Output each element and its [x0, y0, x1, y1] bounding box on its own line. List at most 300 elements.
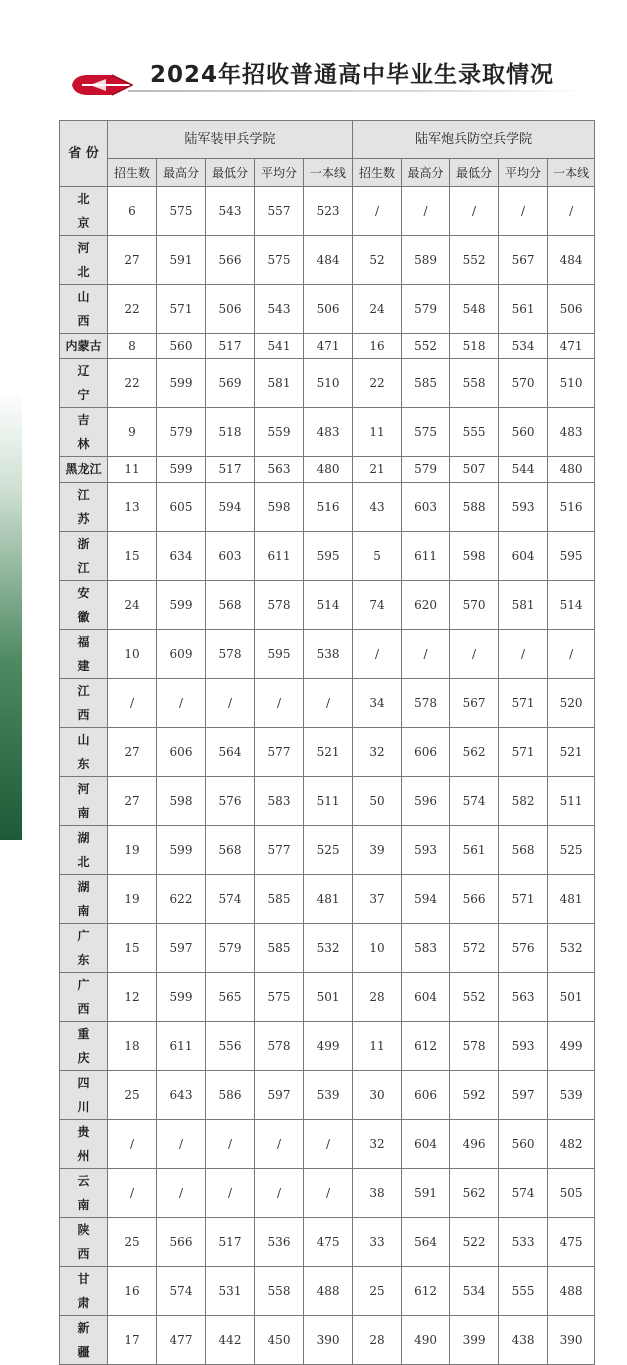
province-cell: 山西 [60, 285, 108, 334]
value-cell: 543 [255, 285, 304, 334]
value-cell: 534 [450, 1266, 499, 1315]
value-cell: 591 [402, 1168, 450, 1217]
value-cell: 525 [548, 825, 595, 874]
province-cell: 云南 [60, 1168, 108, 1217]
value-cell: 483 [304, 408, 353, 457]
table-row [60, 629, 595, 678]
value-cell: 606 [157, 727, 206, 776]
value-cell: 582 [499, 776, 548, 825]
value-cell: 27 [108, 776, 157, 825]
value-cell: 576 [206, 776, 255, 825]
value-cell: 585 [255, 923, 304, 972]
value-cell: 37 [353, 874, 402, 923]
value-cell: 501 [548, 972, 595, 1021]
value-cell: 599 [157, 972, 206, 1021]
value-cell: 561 [450, 825, 499, 874]
value-cell: 21 [353, 457, 402, 482]
value-cell: 25 [353, 1266, 402, 1315]
value-cell: 17 [108, 1315, 157, 1364]
value-cell: 575 [255, 972, 304, 1021]
value-cell: 622 [157, 874, 206, 923]
value-cell: 5 [353, 531, 402, 580]
value-cell: 510 [548, 359, 595, 408]
value-cell: / [499, 629, 548, 678]
table-row [60, 187, 595, 236]
value-cell: 585 [402, 359, 450, 408]
value-cell: 18 [108, 1021, 157, 1070]
value-cell: 22 [108, 285, 157, 334]
value-cell: 574 [157, 1266, 206, 1315]
value-cell: 581 [499, 580, 548, 629]
value-cell: 16 [353, 334, 402, 359]
value-cell: 578 [450, 1021, 499, 1070]
province-cell: 内蒙古 [60, 334, 108, 359]
table-body [60, 187, 595, 1365]
table-row [60, 285, 595, 334]
logo-arrow-icon [72, 72, 134, 102]
province-cell: 江苏 [60, 482, 108, 531]
school-header-artillery: 陆军炮兵防空兵学院 [353, 121, 595, 159]
value-cell: 523 [304, 187, 353, 236]
value-cell: 595 [255, 629, 304, 678]
province-cell: 山东 [60, 727, 108, 776]
value-cell: 604 [499, 531, 548, 580]
value-cell: 15 [108, 531, 157, 580]
value-cell: 399 [450, 1315, 499, 1364]
value-cell: 484 [304, 236, 353, 285]
value-cell: 586 [206, 1070, 255, 1119]
value-cell: 575 [157, 187, 206, 236]
value-cell: 559 [255, 408, 304, 457]
value-cell: 390 [304, 1315, 353, 1364]
value-cell: 611 [255, 531, 304, 580]
value-cell: / [157, 1119, 206, 1168]
value-cell: 511 [548, 776, 595, 825]
province-cell: 广东 [60, 923, 108, 972]
value-cell: 604 [402, 1119, 450, 1168]
value-cell: 514 [304, 580, 353, 629]
value-cell: 565 [206, 972, 255, 1021]
value-cell: / [206, 1119, 255, 1168]
table-row [60, 1021, 595, 1070]
value-cell: 477 [157, 1315, 206, 1364]
value-cell: / [255, 1119, 304, 1168]
value-cell: 571 [157, 285, 206, 334]
value-cell: 38 [353, 1168, 402, 1217]
value-cell: 571 [499, 678, 548, 727]
value-cell: 594 [206, 482, 255, 531]
table-row [60, 334, 595, 359]
value-cell: 30 [353, 1070, 402, 1119]
value-cell: 475 [304, 1217, 353, 1266]
value-cell: 588 [450, 482, 499, 531]
value-cell: 536 [255, 1217, 304, 1266]
province-cell: 吉林 [60, 408, 108, 457]
value-cell: 583 [402, 923, 450, 972]
value-cell: 643 [157, 1070, 206, 1119]
value-cell: 571 [499, 727, 548, 776]
page-title: 2024年招收普通高中毕业生录取情况 [150, 62, 555, 88]
value-cell: 532 [304, 923, 353, 972]
value-cell: 541 [255, 334, 304, 359]
value-cell: 499 [548, 1021, 595, 1070]
value-cell: 27 [108, 727, 157, 776]
value-cell: 533 [499, 1217, 548, 1266]
province-cell: 陕西 [60, 1217, 108, 1266]
value-cell: 520 [548, 678, 595, 727]
value-cell: 488 [548, 1266, 595, 1315]
value-cell: 564 [206, 727, 255, 776]
page-header [0, 48, 627, 104]
value-cell: 563 [255, 457, 304, 482]
value-cell: 496 [450, 1119, 499, 1168]
value-cell: 578 [255, 580, 304, 629]
value-cell: 592 [450, 1070, 499, 1119]
value-cell: 634 [157, 531, 206, 580]
value-cell: 575 [402, 408, 450, 457]
column-header: 最低分 [206, 159, 255, 187]
value-cell: 22 [108, 359, 157, 408]
value-cell: 28 [353, 972, 402, 1021]
value-cell: / [499, 187, 548, 236]
value-cell: / [304, 678, 353, 727]
value-cell: 596 [402, 776, 450, 825]
province-cell: 新疆 [60, 1315, 108, 1364]
value-cell: 480 [548, 457, 595, 482]
value-cell: 567 [450, 678, 499, 727]
value-cell: 516 [304, 482, 353, 531]
value-cell: 593 [499, 1021, 548, 1070]
admission-table-wrapper [59, 120, 595, 1365]
value-cell: 516 [548, 482, 595, 531]
value-cell: 568 [499, 825, 548, 874]
value-cell: 568 [206, 580, 255, 629]
value-cell: 510 [304, 359, 353, 408]
value-cell: 506 [304, 285, 353, 334]
value-cell: 552 [450, 972, 499, 1021]
value-cell: 39 [353, 825, 402, 874]
value-cell: 611 [157, 1021, 206, 1070]
province-cell: 四川 [60, 1070, 108, 1119]
value-cell: 555 [499, 1266, 548, 1315]
value-cell: 577 [255, 727, 304, 776]
value-cell: 599 [157, 825, 206, 874]
table-row [60, 1266, 595, 1315]
table-row [60, 1119, 595, 1168]
value-cell: 585 [255, 874, 304, 923]
province-cell: 河南 [60, 776, 108, 825]
value-cell: 583 [255, 776, 304, 825]
value-cell: 576 [499, 923, 548, 972]
value-cell: 506 [548, 285, 595, 334]
value-cell: 594 [402, 874, 450, 923]
value-cell: 488 [304, 1266, 353, 1315]
value-cell: 525 [304, 825, 353, 874]
value-cell: 481 [304, 874, 353, 923]
value-cell: 25 [108, 1217, 157, 1266]
column-header-row [60, 159, 595, 187]
value-cell: 577 [255, 825, 304, 874]
value-cell: 27 [108, 236, 157, 285]
column-header: 最高分 [157, 159, 206, 187]
value-cell: 506 [206, 285, 255, 334]
value-cell: 522 [450, 1217, 499, 1266]
value-cell: / [255, 678, 304, 727]
value-cell: 566 [206, 236, 255, 285]
value-cell: 579 [402, 457, 450, 482]
province-cell: 湖南 [60, 874, 108, 923]
column-header: 平均分 [255, 159, 304, 187]
value-cell: 517 [206, 334, 255, 359]
value-cell: 605 [157, 482, 206, 531]
value-cell: 539 [304, 1070, 353, 1119]
table-row [60, 825, 595, 874]
value-cell: 6 [108, 187, 157, 236]
province-cell: 辽宁 [60, 359, 108, 408]
value-cell: 603 [402, 482, 450, 531]
value-cell: 593 [499, 482, 548, 531]
value-cell: 482 [548, 1119, 595, 1168]
value-cell: 612 [402, 1266, 450, 1315]
value-cell: 562 [450, 727, 499, 776]
table-row [60, 727, 595, 776]
province-cell: 江西 [60, 678, 108, 727]
value-cell: / [450, 629, 499, 678]
value-cell: 34 [353, 678, 402, 727]
value-cell: 534 [499, 334, 548, 359]
value-cell: 10 [353, 923, 402, 972]
value-cell: 595 [304, 531, 353, 580]
value-cell: 599 [157, 457, 206, 482]
value-cell: 531 [206, 1266, 255, 1315]
value-cell: 556 [206, 1021, 255, 1070]
column-header: 招生数 [353, 159, 402, 187]
value-cell: 560 [499, 1119, 548, 1168]
value-cell: / [353, 187, 402, 236]
column-header: 最高分 [402, 159, 450, 187]
value-cell: 11 [353, 408, 402, 457]
value-cell: 544 [499, 457, 548, 482]
value-cell: 12 [108, 972, 157, 1021]
value-cell: / [304, 1168, 353, 1217]
value-cell: 490 [402, 1315, 450, 1364]
value-cell: 599 [157, 359, 206, 408]
value-cell: 15 [108, 923, 157, 972]
value-cell: 611 [402, 531, 450, 580]
value-cell: 480 [304, 457, 353, 482]
value-cell: 16 [108, 1266, 157, 1315]
side-decoration [0, 390, 22, 840]
table-row [60, 1070, 595, 1119]
admission-table [59, 120, 595, 1365]
value-cell: 543 [206, 187, 255, 236]
province-header: 省 份 [60, 121, 108, 187]
value-cell: 603 [206, 531, 255, 580]
value-cell: 9 [108, 408, 157, 457]
value-cell: / [108, 678, 157, 727]
value-cell: 569 [206, 359, 255, 408]
value-cell: 578 [255, 1021, 304, 1070]
value-cell: 24 [353, 285, 402, 334]
province-cell: 湖北 [60, 825, 108, 874]
value-cell: 575 [255, 236, 304, 285]
value-cell: 442 [206, 1315, 255, 1364]
value-cell: 514 [548, 580, 595, 629]
value-cell: 564 [402, 1217, 450, 1266]
column-header: 一本线 [548, 159, 595, 187]
province-cell: 浙江 [60, 531, 108, 580]
value-cell: 552 [450, 236, 499, 285]
table-row [60, 531, 595, 580]
value-cell: 558 [450, 359, 499, 408]
value-cell: / [304, 1119, 353, 1168]
value-cell: / [548, 187, 595, 236]
value-cell: 574 [450, 776, 499, 825]
table-row [60, 580, 595, 629]
value-cell: 597 [255, 1070, 304, 1119]
column-header: 最低分 [450, 159, 499, 187]
table-row [60, 776, 595, 825]
value-cell: 505 [548, 1168, 595, 1217]
province-cell: 黑龙江 [60, 457, 108, 482]
value-cell: 598 [157, 776, 206, 825]
value-cell: 518 [206, 408, 255, 457]
value-cell: 574 [206, 874, 255, 923]
province-cell: 贵州 [60, 1119, 108, 1168]
value-cell: 518 [450, 334, 499, 359]
value-cell: 471 [548, 334, 595, 359]
value-cell: 50 [353, 776, 402, 825]
value-cell: 548 [450, 285, 499, 334]
value-cell: 11 [108, 457, 157, 482]
value-cell: 507 [450, 457, 499, 482]
value-cell: 579 [206, 923, 255, 972]
value-cell: 604 [402, 972, 450, 1021]
value-cell: 606 [402, 1070, 450, 1119]
value-cell: 43 [353, 482, 402, 531]
value-cell: 579 [402, 285, 450, 334]
value-cell: 560 [499, 408, 548, 457]
value-cell: / [157, 678, 206, 727]
table-row [60, 236, 595, 285]
value-cell: / [206, 1168, 255, 1217]
table-row [60, 408, 595, 457]
table-row [60, 972, 595, 1021]
value-cell: 28 [353, 1315, 402, 1364]
value-cell: 24 [108, 580, 157, 629]
value-cell: 450 [255, 1315, 304, 1364]
value-cell: 597 [157, 923, 206, 972]
value-cell: 598 [255, 482, 304, 531]
value-cell: 521 [304, 727, 353, 776]
value-cell: 612 [402, 1021, 450, 1070]
value-cell: 578 [206, 629, 255, 678]
value-cell: 499 [304, 1021, 353, 1070]
value-cell: 555 [450, 408, 499, 457]
value-cell: 591 [157, 236, 206, 285]
value-cell: 481 [548, 874, 595, 923]
value-cell: 501 [304, 972, 353, 1021]
value-cell: 595 [548, 531, 595, 580]
value-cell: 570 [499, 359, 548, 408]
province-cell: 河北 [60, 236, 108, 285]
province-cell: 广西 [60, 972, 108, 1021]
value-cell: 560 [157, 334, 206, 359]
value-cell: / [402, 629, 450, 678]
title-underline [128, 90, 588, 92]
value-cell: 484 [548, 236, 595, 285]
province-cell: 安徽 [60, 580, 108, 629]
value-cell: 620 [402, 580, 450, 629]
value-cell: 566 [157, 1217, 206, 1266]
value-cell: 563 [499, 972, 548, 1021]
value-cell: 562 [450, 1168, 499, 1217]
column-header: 平均分 [499, 159, 548, 187]
value-cell: / [255, 1168, 304, 1217]
value-cell: 593 [402, 825, 450, 874]
value-cell: 606 [402, 727, 450, 776]
value-cell: / [548, 629, 595, 678]
value-cell: 571 [499, 874, 548, 923]
value-cell: 32 [353, 1119, 402, 1168]
value-cell: 511 [304, 776, 353, 825]
table-row [60, 923, 595, 972]
value-cell: 552 [402, 334, 450, 359]
value-cell: 578 [402, 678, 450, 727]
value-cell: 13 [108, 482, 157, 531]
value-cell: 517 [206, 457, 255, 482]
value-cell: 390 [548, 1315, 595, 1364]
school-header-armored: 陆军装甲兵学院 [108, 121, 353, 159]
table-row [60, 1217, 595, 1266]
column-header: 招生数 [108, 159, 157, 187]
value-cell: 574 [499, 1168, 548, 1217]
province-cell: 甘肃 [60, 1266, 108, 1315]
value-cell: 567 [499, 236, 548, 285]
value-cell: 570 [450, 580, 499, 629]
value-cell: 52 [353, 236, 402, 285]
value-cell: 517 [206, 1217, 255, 1266]
value-cell: 566 [450, 874, 499, 923]
value-cell: 557 [255, 187, 304, 236]
value-cell: 589 [402, 236, 450, 285]
value-cell: 74 [353, 580, 402, 629]
value-cell: 10 [108, 629, 157, 678]
column-header: 一本线 [304, 159, 353, 187]
value-cell: / [108, 1168, 157, 1217]
value-cell: / [206, 678, 255, 727]
value-cell: 597 [499, 1070, 548, 1119]
value-cell: 22 [353, 359, 402, 408]
value-cell: 471 [304, 334, 353, 359]
value-cell: 579 [157, 408, 206, 457]
value-cell: 25 [108, 1070, 157, 1119]
value-cell: 11 [353, 1021, 402, 1070]
province-cell: 重庆 [60, 1021, 108, 1070]
table-row [60, 482, 595, 531]
table-row [60, 874, 595, 923]
table-row [60, 678, 595, 727]
table-row [60, 359, 595, 408]
value-cell: / [157, 1168, 206, 1217]
value-cell: / [353, 629, 402, 678]
table-row [60, 457, 595, 482]
value-cell: 483 [548, 408, 595, 457]
table-row [60, 1168, 595, 1217]
value-cell: 8 [108, 334, 157, 359]
value-cell: 539 [548, 1070, 595, 1119]
value-cell: 558 [255, 1266, 304, 1315]
